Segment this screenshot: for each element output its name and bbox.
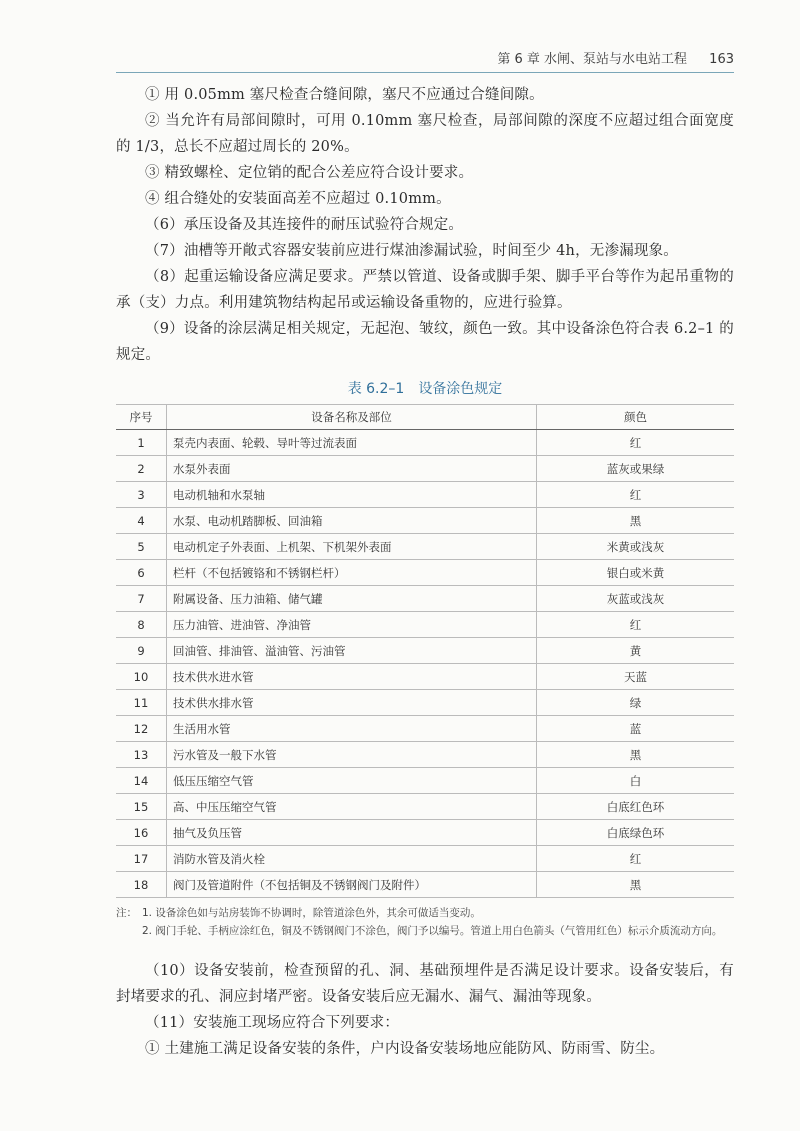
table-header-row (116, 405, 734, 430)
paragraph: ① 用 0.05mm 塞尺检查合缝间隙，塞尺不应通过合缝间隙。 (145, 87, 544, 103)
row-color: 黑 (537, 508, 735, 534)
table-row (116, 820, 734, 846)
row-equipment: 电动机定子外表面、上机架、下机架外表面 (167, 534, 537, 560)
table-row (116, 768, 734, 794)
row-color: 银白或米黄 (537, 560, 735, 586)
table-row (116, 690, 734, 716)
row-equipment: 阀门及管道附件（不包括铜及不锈钢阀门及附件） (167, 872, 537, 898)
table-row (116, 586, 734, 612)
row-color: 红 (537, 846, 735, 872)
row-index: 1 (116, 430, 167, 456)
row-equipment: 栏杆（不包括镀铬和不锈钢栏杆） (167, 560, 537, 586)
row-equipment: 附属设备、压力油箱、储气罐 (167, 586, 537, 612)
table-body (116, 430, 734, 898)
paragraph: （7）油槽等开敞式容器安装前应进行煤油渗漏试验，时间至少 4h，无渗漏现象。 (145, 243, 678, 259)
table-row (116, 534, 734, 560)
row-equipment: 污水管及一般下水管 (167, 742, 537, 768)
row-index: 18 (116, 872, 167, 898)
row-equipment: 抽气及负压管 (167, 820, 537, 846)
paragraph: （6）承压设备及其连接件的耐压试验符合规定。 (145, 217, 464, 233)
row-equipment: 技术供水进水管 (167, 664, 537, 690)
table-notes (116, 904, 734, 940)
page-body (116, 82, 734, 1062)
row-color: 白 (537, 768, 735, 794)
chapter-title: 第 6 章 水闸、泵站与水电站工程 (497, 52, 688, 67)
page-header (116, 48, 734, 73)
row-index: 6 (116, 560, 167, 586)
table-row (116, 638, 734, 664)
note-item (116, 904, 734, 922)
table-row (116, 664, 734, 690)
paragraphs-after (116, 958, 734, 1062)
row-equipment: 低压压缩空气管 (167, 768, 537, 794)
row-index: 9 (116, 638, 167, 664)
row-color: 绿 (537, 690, 735, 716)
note-item (116, 922, 734, 940)
row-color: 黑 (537, 872, 735, 898)
paragraph: ① 土建施工满足设备安装的条件，户内设备安装场地应能防风、防雨雪、防尘。 (145, 1041, 665, 1057)
row-equipment: 水泵外表面 (167, 456, 537, 482)
paragraph: （8）起重运输设备应满足要求。严禁以管道、设备或脚手架、脚手平台等作为起吊重物的承（支）力点。利用建筑物结构起吊或运输设备重物的，应进行验算。 (116, 269, 734, 311)
table-row (116, 482, 734, 508)
row-color: 红 (537, 612, 735, 638)
note-text: 1. 设备涂色如与站房装饰不协调时，除管道涂色外，其余可做适当变动。 (142, 907, 481, 919)
row-equipment: 回油管、排油管、溢油管、污油管 (167, 638, 537, 664)
row-color: 红 (537, 482, 735, 508)
row-color: 天蓝 (537, 664, 735, 690)
row-index: 11 (116, 690, 167, 716)
row-color: 红 (537, 430, 735, 456)
table-row (116, 794, 734, 820)
row-equipment: 高、中压压缩空气管 (167, 794, 537, 820)
row-index: 15 (116, 794, 167, 820)
table-row (116, 430, 734, 456)
header-index: 序号 (116, 405, 167, 430)
row-color: 蓝 (537, 716, 735, 742)
table-row (116, 872, 734, 898)
table-row (116, 742, 734, 768)
table-row (116, 508, 734, 534)
table-title: 设备涂色规定 (418, 381, 503, 397)
row-index: 16 (116, 820, 167, 846)
table-caption (116, 378, 734, 398)
paragraph: ③ 精致螺栓、定位销的配合公差应符合设计要求。 (145, 165, 474, 181)
note-label: 注： (116, 907, 137, 919)
paint-color-table (116, 404, 734, 898)
paragraph: ② 当允许有局部间隙时，可用 0.10mm 塞尺检查，局部间隙的深度不应超过组合面宽度的 1/3，总长不应超过周长的 20%。 (116, 113, 734, 155)
row-equipment: 泵壳内表面、轮毂、导叶等过流表面 (167, 430, 537, 456)
row-color: 米黄或浅灰 (537, 534, 735, 560)
row-equipment: 压力油管、进油管、净油管 (167, 612, 537, 638)
row-color: 白底红色环 (537, 794, 735, 820)
row-equipment: 技术供水排水管 (167, 690, 537, 716)
row-index: 5 (116, 534, 167, 560)
row-index: 17 (116, 846, 167, 872)
note-text: 2. 阀门手轮、手柄应涂红色，铜及不锈钢阀门不涂色，阀门予以编号。管道上用白色箭头（气管用红色）标示介质流动方向。 (142, 925, 723, 937)
table-number: 表 6.2–1 (347, 381, 405, 397)
row-equipment: 电动机轴和水泵轴 (167, 482, 537, 508)
row-equipment: 消防水管及消火栓 (167, 846, 537, 872)
table-row (116, 456, 734, 482)
row-color: 白底绿色环 (537, 820, 735, 846)
row-index: 13 (116, 742, 167, 768)
paragraph: （10）设备安装前，检查预留的孔、洞、基础预埋件是否满足设计要求。设备安装后，有封堵要求的孔、洞应封堵严密。设备安装后应无漏水、漏气、漏油等现象。 (116, 963, 734, 1005)
table-row (116, 560, 734, 586)
row-index: 2 (116, 456, 167, 482)
row-equipment: 水泵、电动机踏脚板、回油箱 (167, 508, 537, 534)
table-row (116, 612, 734, 638)
row-index: 4 (116, 508, 167, 534)
header-color: 颜色 (537, 405, 735, 430)
row-index: 14 (116, 768, 167, 794)
row-index: 10 (116, 664, 167, 690)
row-index: 12 (116, 716, 167, 742)
header-equipment: 设备名称及部位 (167, 405, 537, 430)
row-color: 蓝灰或果绿 (537, 456, 735, 482)
paragraph: （9）设备的涂层满足相关规定，无起泡、皱纹，颜色一致。其中设备涂色符合表 6.2–1 的规定。 (116, 321, 734, 363)
row-color: 黄 (537, 638, 735, 664)
paragraph: （11）安装施工现场应符合下列要求： (145, 1015, 400, 1031)
table-row (116, 846, 734, 872)
row-equipment: 生活用水管 (167, 716, 537, 742)
page-number: 163 (709, 52, 734, 67)
row-index: 7 (116, 586, 167, 612)
paragraph: ④ 组合缝处的安装面高差不应超过 0.10mm。 (145, 191, 451, 207)
row-color: 灰蓝或浅灰 (537, 586, 735, 612)
row-index: 8 (116, 612, 167, 638)
row-index: 3 (116, 482, 167, 508)
table-row (116, 716, 734, 742)
row-color: 黑 (537, 742, 735, 768)
